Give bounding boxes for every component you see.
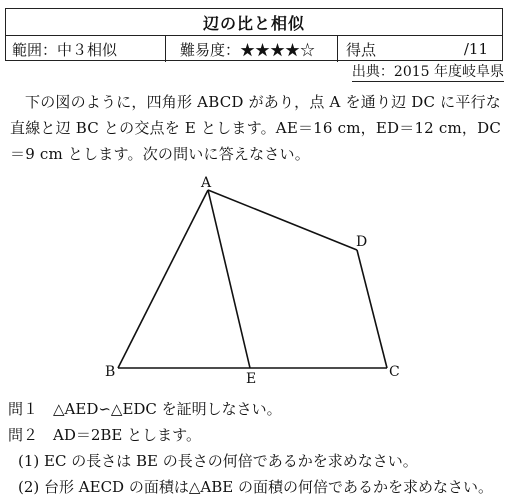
- question-2: 問２ AD＝2BE とします。: [8, 426, 201, 444]
- worksheet-title: 辺の比と相似: [6, 9, 502, 36]
- question-2-1: (1) EC の長さは BE の長さの何倍であるかを求めなさい。: [18, 452, 418, 470]
- quadrilateral-figure: [95, 172, 415, 387]
- label-a: A: [201, 175, 212, 191]
- segment-ae: [208, 190, 250, 368]
- difficulty-cell: 難易度：★★★★☆: [166, 36, 338, 62]
- label-e: E: [246, 371, 257, 387]
- range-cell: 範囲：中３相似: [6, 36, 166, 62]
- segment-da: [208, 190, 357, 250]
- header-table: [5, 8, 503, 61]
- label-b: B: [105, 364, 116, 380]
- segment-ab: [118, 190, 208, 368]
- score-total: /11: [463, 40, 488, 58]
- label-d: D: [356, 234, 368, 250]
- question-1: 問１ △AED∽△EDC を証明しなさい。: [8, 400, 282, 418]
- label-c: C: [389, 364, 400, 380]
- question-2-2: (2) 台形 AECD の面積は△ABE の面積の何倍であるかを求めなさい。: [18, 478, 493, 496]
- source-citation: 出典：2015 年度岐阜県: [351, 64, 504, 80]
- problem-statement: 下の図のように，四角形 ABCD があり，点 A を通り辺 DC に平行な直線と辺 BC との交点を E とします。AE＝16 cm，ED＝12 cm，DC＝9 cm とします。次の問いに答えなさい。: [10, 93, 502, 163]
- segment-cd: [357, 250, 387, 368]
- info-row: [6, 36, 502, 62]
- score-label: 得点: [346, 40, 377, 59]
- score-cell: [338, 36, 502, 62]
